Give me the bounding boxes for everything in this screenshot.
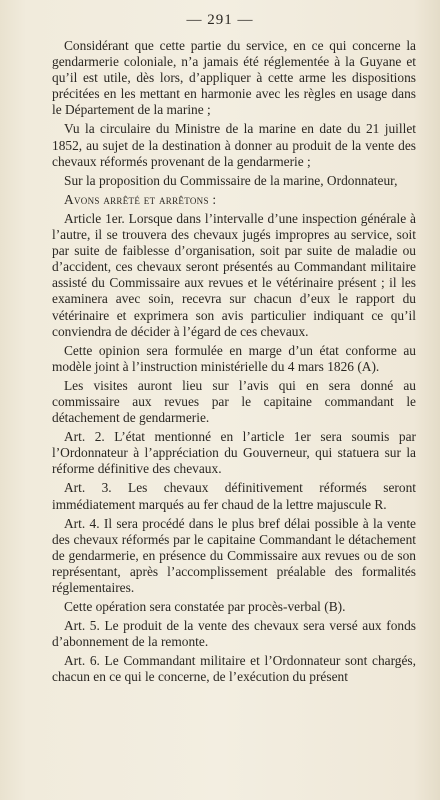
paragraph: Considérant que cette partie du service, en ce qui concerne la gendarmerie coloniale, n’a jamais été réglementée à la Guyane et qu’il est utile, dès lors, d’appliquer à cette arme les dispositions précitées en les mettant en harmonie avec les règles en usage dans le Département de la marine ; bbox=[52, 38, 416, 118]
paragraph: Les visites auront lieu sur l’avis qui en sera donné au commissaire aux revues par le capitaine commandant le détachement de gendarmerie. bbox=[52, 377, 416, 426]
paragraph-heading: Avons arrêté et arrêtons : bbox=[64, 191, 217, 207]
paragraph: Sur la proposition du Commissaire de la marine, Ordonnateur, bbox=[64, 172, 398, 188]
paragraph: Art. 5. Le produit de la vente des chevaux sera versé aux fonds d’abonnement de la remonte. bbox=[52, 618, 416, 650]
paragraph: Art. 2. L’état mentionné en l’article 1er sera soumis par l’Ordonnateur à l’appréciation du Gouverneur, qui statuera sur la réforme définitive des chevaux. bbox=[52, 429, 416, 477]
paragraph: Cette opération sera constatée par procès-verbal (B). bbox=[64, 599, 346, 615]
paragraph: Art. 3. Les chevaux définitivement réformés seront immédiatement marqués au fer chaud de la lettre majuscule R. bbox=[52, 480, 416, 512]
paragraph: Cette opinion sera formulée en marge d’un état conforme au modèle joint à l’instruction ministérielle du 4 mars 1826 (A). bbox=[52, 342, 416, 374]
paragraph: Art. 6. Le Commandant militaire et l’Ordonnateur sont chargés, chacun en ce qui le concerne, de l’exécution du présent bbox=[52, 653, 416, 685]
paragraph: Article 1er. Lorsque dans l’intervalle d’une inspection générale à l’autre, il se trouvera des chevaux jugés impropres au service, soit par suite de faiblesse d’organisation, soit par suite de maladie ou d’accident, ces chevaux seront présentés au Commandant militaire assisté du Commissaire aux revues et le vétérinaire présent ; il les examinera avec soin, recevra sur chacun d’eux le rapport du vétérinaire et exprimera son avis particulier indiquant ce qu’il conviendra de décider à l’égard de ces chevaux. bbox=[52, 210, 416, 339]
body-text bbox=[52, 38, 416, 689]
paragraph: Vu la circulaire du Ministre de la marine en date du 21 juillet 1852, au sujet de la destination à donner au produit de la vente des chevaux réformés provenant de la gendarmerie ; bbox=[52, 121, 416, 169]
page-number: — 291 — bbox=[186, 12, 254, 28]
paragraph: Art. 4. Il sera procédé dans le plus bref délai possible à la vente des chevaux réformés par le capitaine Commandant le détachement de gendarmerie, en présence du Commissaire aux revues ou de son représentant, après l’accomplissement préalable des formalités réglementaires. bbox=[52, 515, 416, 595]
